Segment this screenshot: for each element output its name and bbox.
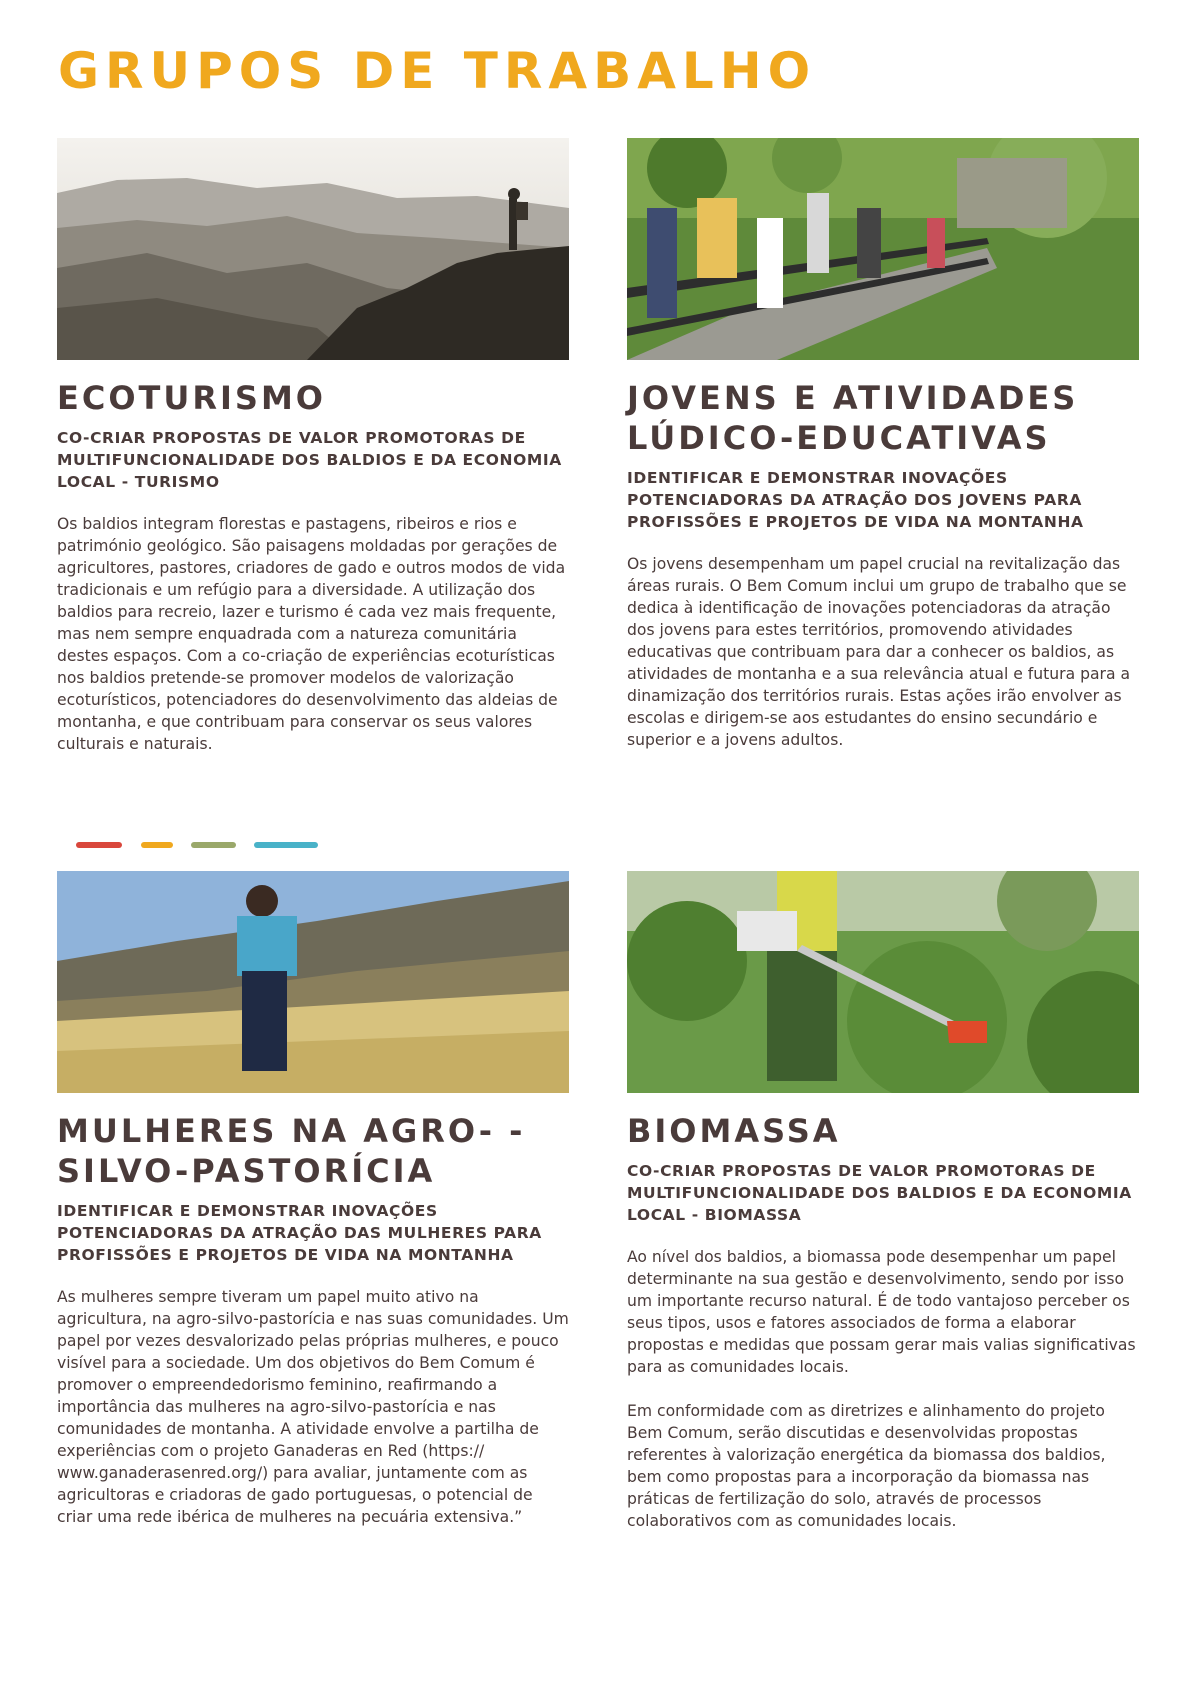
biomassa-paragraph-1: Ao nível dos baldios, a biomassa pode desempenhar um papel determinante na sua gestão e desenvolvimento, sendo por isso um importante recurso natural. É de todo vantajoso perceber os seus tipos, usos e fatores associados de forma a elaborar propostas e medidas que possam gerar mais valias significativas para as comunidades locais.: [627, 1248, 1136, 1376]
biomassa-title: BIOMASSA: [627, 1112, 841, 1150]
ecoturismo-title: ECOTURISMO: [57, 379, 326, 417]
biomassa-paragraph-2: Em conformidade com as diretrizes e alinhamento do projeto Bem Comum, serão discutidas e desenvolvidas propostas referentes à valorização energética da biomassa dos baldios, bem como propostas para a incorporação da biomassa nas práticas de fertilização do solo, através de processos colaborativos com as comunidades locais.: [627, 1402, 1106, 1530]
ecoturismo-paragraph: Os baldios integram florestas e pastagens, ribeiros e rios e património geológico. São paisagens moldadas por gerações de agricultores, pastores, criadores de gado e outros modos de vida tradicionais e um refúgio para a diversidade. A utilização dos baldios para recreio, lazer e turismo é cada vez mais frequente, mas nem sempre enquadrada com a natureza comunitária destes espaços. Com a co-criação de experiências ecoturísticas nos baldios pretende-se promover modelos de valorização ecoturísticos, potenciadores do desenvolvimento das aldeias de montanha, e que contribuam para conservar os seus valores culturais e naturais.: [57, 515, 566, 753]
mulheres-subtitle: IDENTIFICAR E DEMONSTRAR INOVAÇÕES POTENCIADORAS DA ATRAÇÃO DAS MULHERES PARA PROFISSÕES E PROJETOS DE VIDA NA MONTANHA: [57, 1202, 542, 1264]
section-jovens: [627, 138, 1139, 773]
ecoturismo-photo: [57, 138, 569, 360]
section-biomassa: [627, 871, 1139, 1554]
section-mulheres: [57, 871, 569, 1550]
ecoturismo-subtitle: CO-CRIAR PROPOSTAS DE VALOR PROMOTORAS DE MULTIFUNCIONALIDADE DOS BALDIOS E DA ECONOMIA LOCAL - TURISMO: [57, 429, 562, 491]
mulheres-title: MULHERES NA AGRO- -SILVO-PASTORÍCIA: [57, 1112, 526, 1190]
mulheres-body: [57, 1286, 569, 1528]
dash-blue: [254, 842, 318, 848]
jovens-title: JOVENS E ATIVIDADES LÚDICO-EDUCATIVAS: [627, 379, 1079, 457]
dash-orange: [141, 842, 173, 848]
biomassa-photo: [627, 871, 1139, 1093]
page-title: GRUPOS DE TRABALHO: [58, 42, 817, 100]
mulheres-photo: [57, 871, 569, 1093]
jovens-photo: [627, 138, 1139, 360]
dash-red: [76, 842, 122, 848]
biomassa-body: [627, 1246, 1139, 1532]
mulheres-paragraph: As mulheres sempre tiveram um papel muito ativo na agricultura, na agro-silvo-pastorícia e nas suas comunidades. Um papel por vezes desvalorizado pelas próprias mulheres, e pouco visível para a sociedade. Um dos objetivos do Bem Comum é promover o empreendedorismo feminino, reafirmando a importância das mulheres na agro-silvo-pastorícia e nas comunidades de montanha. A atividade envolve a partilha de experiências com o projeto Ganaderas en Red (https:// www.ganaderasenred.org/) para avaliar, juntamente com as agricultoras e criadoras de gado portuguesas, o potencial de criar uma rede ibérica de mulheres na pecuária extensiva.”: [57, 1288, 569, 1526]
jovens-paragraph: Os jovens desempenham um papel crucial na revitalização das áreas rurais. O Bem Comum inclui um grupo de trabalho que se dedica à identificação de inovações potenciadoras da atração dos jovens para estes territórios, promovendo atividades educativas que contribuam para dar a conhecer os baldios, as atividades de montanha e a sua relevância atual e futura para a dinamização dos territórios rurais. Estas ações irão envolver as escolas e dirigem-se aos estudantes do ensino secundário e superior e a jovens adultos.: [627, 555, 1131, 749]
dash-green: [191, 842, 236, 848]
jovens-body: [627, 553, 1139, 751]
biomassa-subtitle: CO-CRIAR PROPOSTAS DE VALOR PROMOTORAS DE MULTIFUNCIONALIDADE DOS BALDIOS E DA ECONOMIA LOCAL - BIOMASSA: [627, 1162, 1132, 1224]
ecoturismo-body: [57, 513, 569, 755]
section-ecoturismo: [57, 138, 569, 777]
jovens-subtitle: IDENTIFICAR E DEMONSTRAR INOVAÇÕES POTENCIADORAS DA ATRAÇÃO DOS JOVENS PARA PROFISSÕES E PROJETOS DE VIDA NA MONTANHA: [627, 469, 1084, 531]
